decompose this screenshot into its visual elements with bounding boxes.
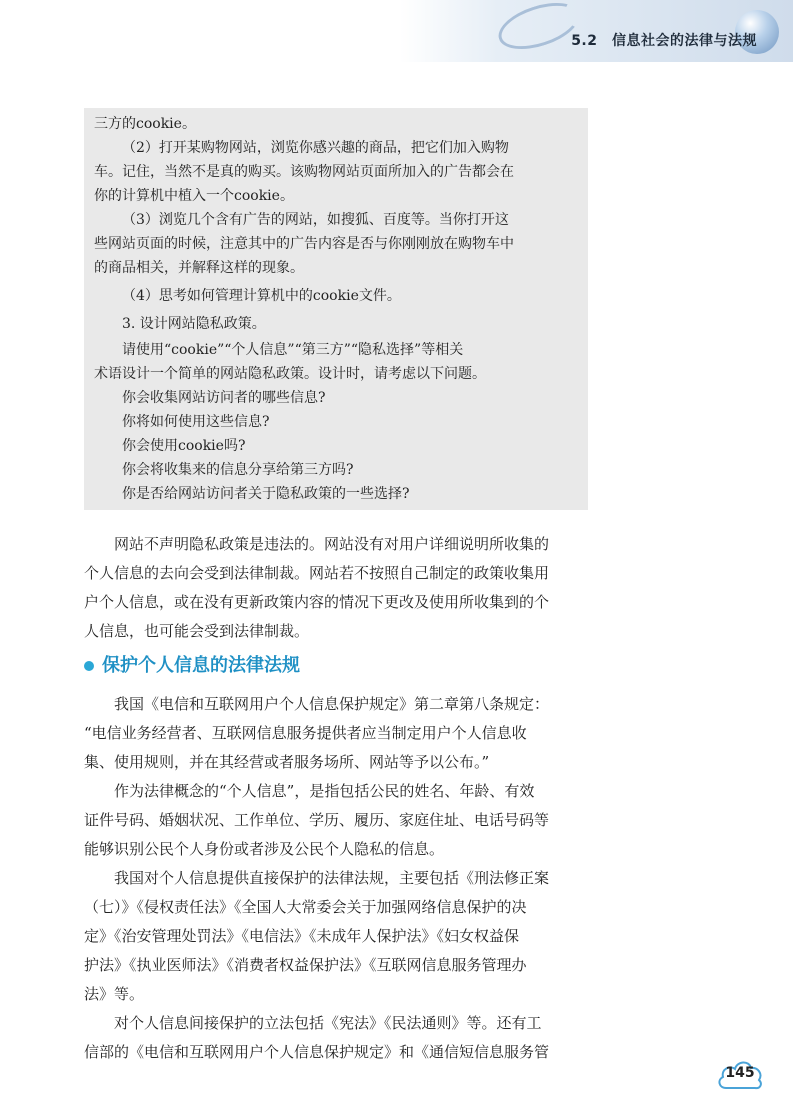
- paragraph-line: 对个人信息间接保护的立法包括《宪法》《民法通则》等。还有工: [114, 1014, 542, 1032]
- box-line: 些网站页面的时候，注意其中的广告内容是否与你刚刚放在购物车中: [94, 236, 514, 252]
- paragraph-line: 信部的《电信和互联网用户个人信息保护规定》和《通信短信息服务管: [84, 1043, 550, 1061]
- box-line: 你会将收集来的信息分享给第三方吗?: [122, 462, 354, 478]
- chapter-header-title: 5.2 信息社会的法律与法规: [571, 33, 757, 49]
- box-line: 你会使用cookie吗?: [122, 438, 246, 454]
- paragraph-line: 户个人信息，或在没有更新政策内容的情况下更改及使用所收集到的个: [84, 593, 550, 611]
- box-line: 你的计算机中植入一个cookie。: [94, 188, 294, 204]
- box-line: （3）浏览几个含有广告的网站，如搜狐、百度等。当你打开这: [122, 212, 509, 228]
- paragraph-line: 作为法律概念的“个人信息”，是指包括公民的姓名、年龄、有效: [114, 782, 535, 800]
- box-line: （4）思考如何管理计算机中的cookie文件。: [122, 288, 401, 304]
- box-line: 的商品相关，并解释这样的现象。: [94, 260, 304, 276]
- box-line: 你会收集网站访问者的哪些信息?: [122, 390, 326, 406]
- paragraph-line: 人信息，也可能会受到法律制裁。: [84, 622, 310, 640]
- box-line: 你是否给网站访问者关于隐私政策的一些选择?: [122, 486, 410, 502]
- paragraph-line: 我国对个人信息提供直接保护的法律法规，主要包括《刑法修正案: [114, 869, 550, 887]
- box-line: 你将如何使用这些信息?: [122, 414, 270, 430]
- paragraph-line: 集、使用规则，并在其经营或者服务场所、网站等予以公布。”: [84, 753, 490, 771]
- paragraph-line: 护法》《执业医师法》《消费者权益保护法》《互联网信息服务管理办: [84, 956, 527, 974]
- section-title: 保护个人信息的法律法规: [102, 655, 300, 676]
- paragraph-line: “电信业务经营者、互联网信息服务提供者应当制定用户个人信息收: [84, 724, 527, 742]
- page-number: 145: [725, 1065, 755, 1081]
- paragraph-line: 能够识别公民个人身份或者涉及公民个人隐私的信息。: [84, 840, 445, 858]
- box-line: 请使用“cookie”“个人信息”“第三方”“隐私选择”等相关: [122, 342, 464, 358]
- box-line: 车。记住，当然不是真的购买。该购物网站页面所加入的广告都会在: [94, 164, 514, 180]
- paragraph-line: 定》《治安管理处罚法》《电信法》《未成年人保护法》《妇女权益保: [84, 927, 520, 945]
- box-line: （2）打开某购物网站，浏览你感兴趣的商品，把它们加入购物: [122, 140, 509, 156]
- box-line: 三方的cookie。: [94, 116, 196, 132]
- paragraph-line: 证件号码、婚姻状况、工作单位、学历、履历、家庭住址、电话号码等: [84, 811, 550, 829]
- paragraph-line: 我国《电信和互联网用户个人信息保护规定》第二章第八条规定：: [114, 695, 550, 713]
- box-line: 术语设计一个简单的网站隐私政策。设计时，请考虑以下问题。: [94, 366, 486, 382]
- section-bullet-icon: [84, 661, 94, 671]
- paragraph-line: 个人信息的去向会受到法律制裁。网站若不按照自己制定的政策收集用: [84, 564, 550, 582]
- paragraph-line: 法》等。: [84, 985, 145, 1003]
- paragraph-line: （七）》《侵权责任法》《全国人大常委会关于加强网络信息保护的决: [84, 898, 527, 916]
- box-line: 3. 设计网站隐私政策。: [122, 316, 266, 332]
- paragraph-line: 网站不声明隐私政策是违法的。网站没有对用户详细说明所收集的: [114, 535, 550, 553]
